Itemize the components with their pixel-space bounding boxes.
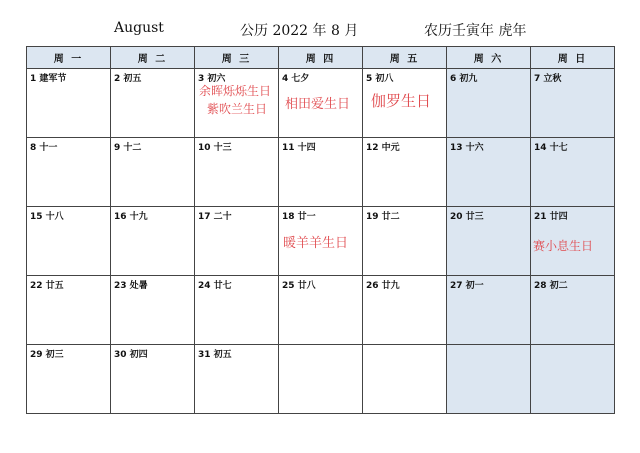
day-cell	[195, 345, 279, 414]
day-cell	[447, 69, 531, 138]
week-row	[27, 138, 615, 207]
day-label: 26 廿九	[366, 281, 400, 291]
weekday-header: 周 一	[27, 47, 111, 69]
day-label: 5 初八	[366, 74, 394, 84]
week-row	[27, 207, 615, 276]
day-cell	[447, 276, 531, 345]
day-label	[531, 345, 614, 347]
day-label: 30 初四	[114, 350, 148, 360]
birthday-note: 伽罗生日	[371, 92, 432, 110]
day-cell	[447, 138, 531, 207]
birthday-note: 紫吹兰生日	[207, 102, 268, 116]
day-label: 25 廿八	[282, 281, 316, 291]
day-label: 17 二十	[198, 212, 232, 222]
day-cell	[363, 138, 447, 207]
day-cell	[363, 69, 447, 138]
day-cell	[195, 207, 279, 276]
day-label: 3 初六	[198, 74, 226, 84]
day-label: 7 立秋	[534, 74, 562, 84]
day-label	[447, 345, 530, 347]
month-calendar-grid	[26, 46, 615, 414]
day-cell	[27, 345, 111, 414]
day-label: 28 初二	[534, 281, 568, 291]
day-cell	[279, 69, 363, 138]
day-cell	[531, 345, 615, 414]
day-cell	[447, 345, 531, 414]
day-label: 14 十七	[534, 143, 568, 153]
day-label: 13 十六	[450, 143, 484, 153]
birthday-note: 赛小息生日	[533, 239, 594, 253]
day-label: 9 十二	[114, 143, 142, 153]
day-cell	[195, 276, 279, 345]
day-cell	[111, 207, 195, 276]
day-cell	[195, 69, 279, 138]
day-label: 18 廿一	[282, 212, 316, 222]
calendar-title-row	[0, 20, 640, 44]
birthday-note: 余晖烁烁生日	[199, 84, 272, 98]
day-cell	[531, 276, 615, 345]
day-cell	[279, 138, 363, 207]
day-label: 21 廿四	[534, 212, 568, 222]
day-label: 19 廿二	[366, 212, 400, 222]
day-cell	[111, 345, 195, 414]
day-label: 11 十四	[282, 143, 316, 153]
day-cell	[27, 207, 111, 276]
day-label: 12 中元	[366, 143, 400, 153]
weekday-header: 周 三	[195, 47, 279, 69]
day-label: 8 十一	[30, 143, 58, 153]
day-cell	[279, 276, 363, 345]
weekday-header: 周 四	[279, 47, 363, 69]
day-label: 1 建军节	[30, 74, 67, 84]
day-cell	[363, 276, 447, 345]
day-cell	[27, 69, 111, 138]
week-row	[27, 345, 615, 414]
day-cell	[447, 207, 531, 276]
day-cell	[111, 69, 195, 138]
solar-calendar-title: 公历 2022 年 8 月	[240, 23, 359, 39]
day-label: 23 处暑	[114, 281, 148, 291]
day-cell	[195, 138, 279, 207]
week-row	[27, 276, 615, 345]
weekday-header: 周 五	[363, 47, 447, 69]
day-label	[279, 345, 362, 347]
day-label: 29 初三	[30, 350, 64, 360]
day-label: 2 初五	[114, 74, 142, 84]
day-cell	[363, 207, 447, 276]
month-english-title: August	[114, 20, 164, 36]
day-cell	[279, 345, 363, 414]
weekday-header: 周 日	[531, 47, 615, 69]
day-cell	[363, 345, 447, 414]
day-label: 27 初一	[450, 281, 484, 291]
weekday-header: 周 六	[447, 47, 531, 69]
day-cell	[111, 138, 195, 207]
day-label: 6 初九	[450, 74, 478, 84]
birthday-note: 暖羊羊生日	[283, 236, 349, 251]
day-cell	[531, 69, 615, 138]
weekday-header: 周 二	[111, 47, 195, 69]
day-label	[363, 345, 446, 347]
day-cell	[27, 138, 111, 207]
lunar-calendar-title: 农历壬寅年 虎年	[424, 23, 527, 39]
week-row	[27, 69, 615, 138]
birthday-note: 相田爱生日	[285, 97, 351, 112]
day-label: 31 初五	[198, 350, 232, 360]
day-cell	[111, 276, 195, 345]
day-label: 10 十三	[198, 143, 232, 153]
day-label: 20 廿三	[450, 212, 484, 222]
weekday-header-row	[27, 47, 615, 69]
day-label: 22 廿五	[30, 281, 64, 291]
day-cell	[531, 138, 615, 207]
day-label: 4 七夕	[282, 74, 310, 84]
day-cell	[531, 207, 615, 276]
day-label: 16 十九	[114, 212, 148, 222]
day-cell	[279, 207, 363, 276]
day-cell	[27, 276, 111, 345]
day-label: 15 十八	[30, 212, 64, 222]
day-label: 24 廿七	[198, 281, 232, 291]
